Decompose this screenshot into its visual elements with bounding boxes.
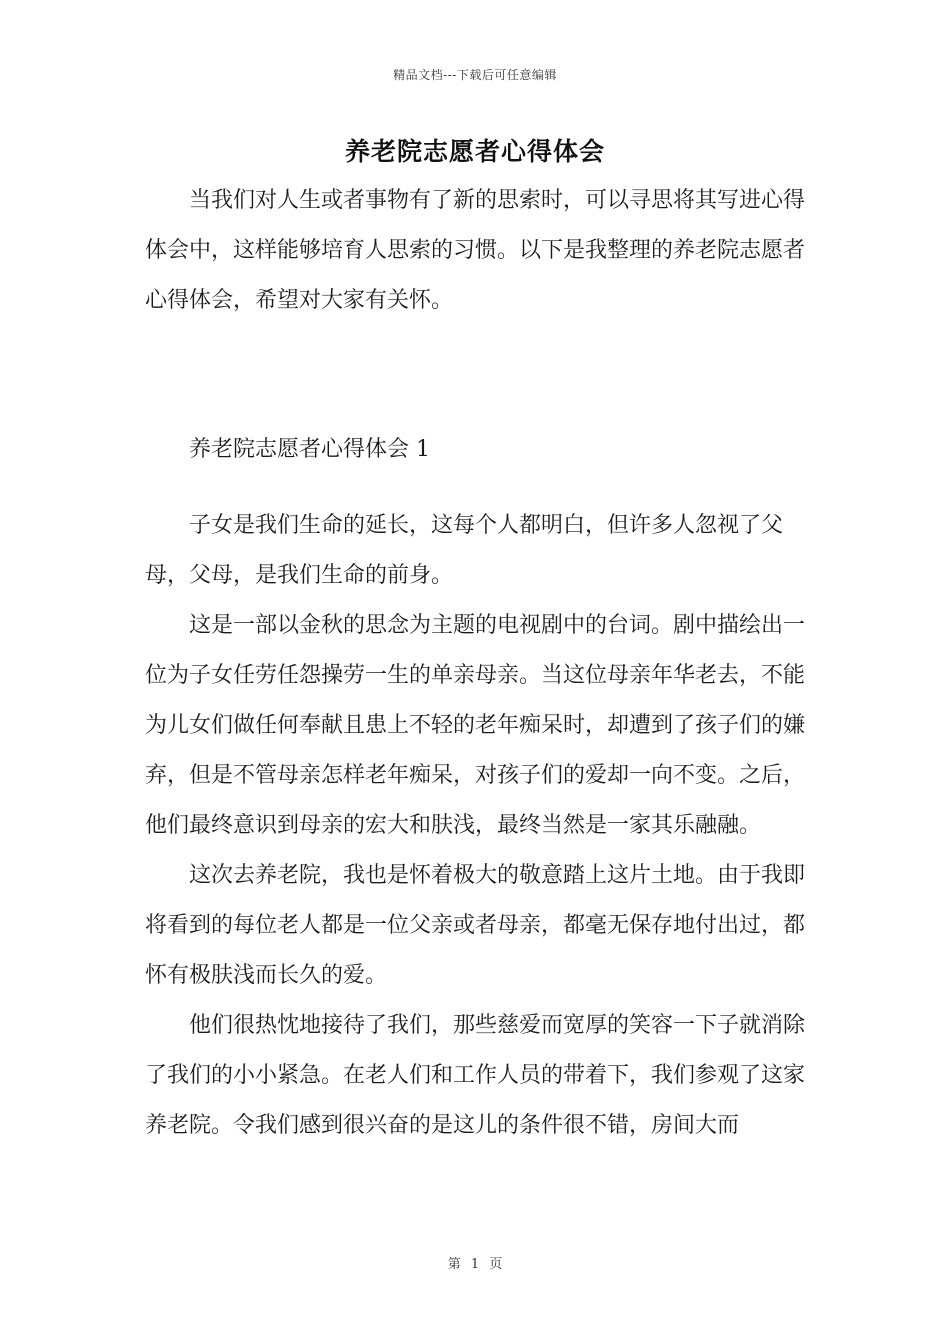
paragraph: 这是一部以金秋的思念为主题的电视剧中的台词。剧中描绘出一位为子女任劳任怨操劳一生的单亲母亲。当这位母亲年华老去，不能为儿女们做任何奉献且患上不轻的老年痴呆时，却遭到了孩子们的嫌弃，但是不管母亲怎样老年痴呆，对孩子们的爱却一向不变。之后，他们最终意识到母亲的宏大和肤浅，最终当然是一家其乐融融。 <box>145 613 806 838</box>
page-footer <box>0 1253 950 1272</box>
body-content <box>145 501 810 1151</box>
page-number: 1 <box>470 1257 480 1272</box>
paragraph: 这次去养老院，我也是怀着极大的敬意踏上这片土地。由于我即将看到的每位老人都是一位父亲或者母亲，都毫无保存地付出过，都怀有极肤浅而长久的爱。 <box>145 863 806 988</box>
document-title: 养老院志愿者心得体会 <box>344 137 605 166</box>
section-heading: 养老院志愿者心得体会 1 <box>189 437 430 462</box>
intro-paragraph <box>145 176 810 326</box>
paragraph: 他们很热忱地接待了我们，那些慈爱而宽厚的笑容一下子就消除了我们的小小紧急。在老人们和工作人员的带着下，我们参观了这家养老院。令我们感到很兴奋的是这儿的条件很不错，房间大而 <box>145 1013 806 1138</box>
footer-suffix: 页 <box>489 1257 503 1272</box>
intro-text: 当我们对人生或者事物有了新的思索时，可以寻思将其写进心得体会中，这样能够培育人思索的习惯。以下是我整理的养老院志愿者心得体会，希望对大家有关怀。 <box>145 188 806 313</box>
paragraph: 子女是我们生命的延长，这每个人都明白，但许多人忽视了父母，父母，是我们生命的前身。 <box>145 513 784 588</box>
page-header: 精品文档---下载后可任意编辑 <box>393 68 557 82</box>
footer-prefix: 第 <box>447 1257 461 1272</box>
